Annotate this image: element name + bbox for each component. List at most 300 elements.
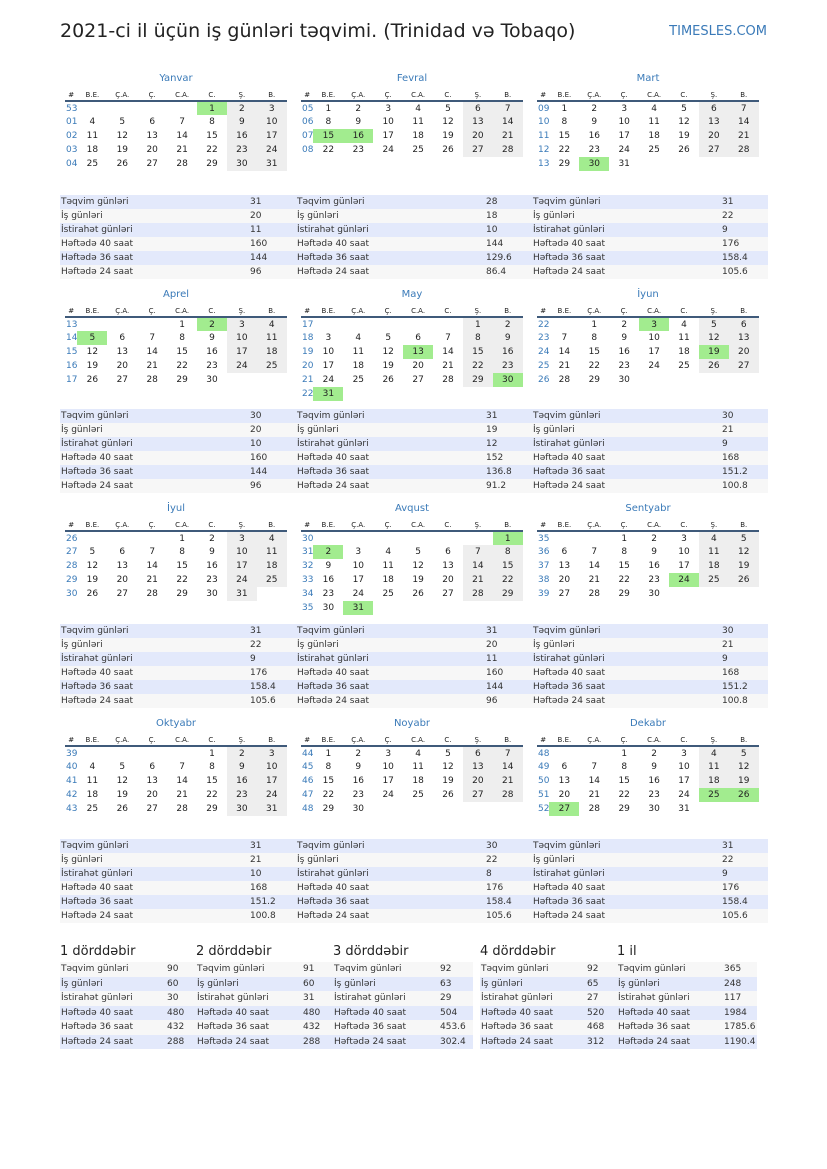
day-cell[interactable]: 30 [648, 804, 660, 814]
day-cell[interactable]: 20 [442, 575, 454, 585]
day-cell[interactable]: 7 [463, 545, 493, 559]
day-cell[interactable]: 27 [549, 802, 579, 816]
day-cell[interactable]: 22 [463, 359, 493, 373]
day-cell[interactable]: 21 [558, 361, 571, 371]
day-cell[interactable]: 12 [86, 347, 99, 357]
day-cell[interactable]: 14 [493, 115, 523, 129]
day-cell[interactable]: 12 [382, 347, 394, 357]
day-cell[interactable]: 4 [89, 117, 96, 127]
day-cell[interactable]: 5 [385, 333, 392, 343]
day-cell[interactable]: 6 [445, 547, 451, 557]
day-cell[interactable]: 5 [119, 117, 126, 127]
day-cell[interactable]: 13 [463, 115, 493, 129]
day-cell[interactable]: 3 [257, 746, 287, 760]
day-cell[interactable]: 30 [227, 802, 257, 816]
day-cell[interactable]: 30 [648, 589, 660, 599]
day-cell[interactable]: 28 [588, 804, 601, 814]
day-cell[interactable]: 9 [493, 331, 523, 345]
day-cell[interactable]: 12 [442, 762, 454, 772]
day-cell[interactable]: 11 [86, 131, 99, 141]
day-cell[interactable]: 30 [352, 804, 365, 814]
day-cell[interactable]: 24 [257, 143, 287, 157]
day-cell[interactable]: 18 [257, 345, 287, 359]
day-cell[interactable]: 21 [146, 575, 158, 585]
day-cell[interactable]: 8 [179, 547, 185, 557]
day-cell[interactable]: 7 [149, 333, 156, 343]
day-cell[interactable]: 24 [678, 790, 690, 800]
day-cell[interactable]: 23 [352, 790, 365, 800]
day-cell[interactable]: 21 [588, 575, 601, 585]
day-cell[interactable]: 2 [651, 533, 657, 544]
day-cell[interactable]: 22 [588, 361, 601, 371]
day-cell[interactable]: 19 [116, 790, 129, 800]
day-cell[interactable]: 22 [206, 790, 218, 800]
day-cell[interactable]: 13 [146, 776, 158, 786]
day-cell[interactable]: 3 [639, 317, 669, 331]
day-cell[interactable]: 6 [561, 762, 568, 772]
day-cell[interactable]: 5 [445, 748, 451, 759]
day-cell[interactable]: 17 [352, 575, 365, 585]
day-cell[interactable]: 8 [561, 117, 568, 127]
day-cell[interactable]: 1 [325, 103, 332, 114]
day-cell[interactable]: 10 [322, 347, 335, 357]
day-cell[interactable]: 24 [257, 788, 287, 802]
day-cell[interactable]: 14 [729, 115, 759, 129]
day-cell[interactable]: 25 [352, 375, 365, 385]
day-cell[interactable]: 8 [325, 762, 332, 772]
day-cell[interactable]: 4 [257, 317, 287, 331]
day-cell[interactable]: 16 [618, 347, 630, 357]
day-cell[interactable]: 28 [463, 587, 493, 601]
day-cell[interactable]: 15 [558, 131, 571, 141]
day-cell[interactable]: 25 [699, 573, 729, 587]
day-cell[interactable]: 1 [493, 531, 523, 545]
day-cell[interactable]: 23 [206, 361, 218, 371]
day-cell[interactable]: 10 [352, 561, 365, 571]
day-cell[interactable]: 8 [621, 762, 628, 772]
day-cell[interactable]: 3 [385, 748, 392, 759]
day-cell[interactable]: 19 [116, 145, 129, 155]
day-cell[interactable]: 2 [621, 319, 628, 330]
day-cell[interactable]: 28 [176, 159, 188, 169]
day-cell[interactable]: 7 [493, 101, 523, 115]
day-cell[interactable]: 18 [352, 361, 365, 371]
day-cell[interactable]: 31 [227, 587, 257, 601]
day-cell[interactable]: 17 [257, 129, 287, 143]
day-cell[interactable]: 6 [463, 746, 493, 760]
day-cell[interactable]: 6 [149, 762, 156, 772]
day-cell[interactable]: 14 [146, 347, 158, 357]
day-cell[interactable]: 4 [699, 531, 729, 545]
day-cell[interactable]: 26 [116, 159, 129, 169]
day-cell[interactable]: 16 [648, 776, 660, 786]
day-cell[interactable]: 20 [463, 129, 493, 143]
day-cell[interactable]: 14 [176, 131, 188, 141]
day-cell[interactable]: 12 [412, 561, 424, 571]
day-cell[interactable]: 28 [146, 589, 158, 599]
day-cell[interactable]: 19 [678, 131, 690, 141]
day-cell[interactable]: 5 [699, 317, 729, 331]
day-cell[interactable]: 29 [176, 375, 188, 385]
day-cell[interactable]: 27 [116, 375, 129, 385]
day-cell[interactable]: 30 [579, 157, 609, 171]
day-cell[interactable]: 3 [227, 531, 257, 545]
day-cell[interactable]: 25 [86, 804, 99, 814]
day-cell[interactable]: 2 [651, 748, 657, 759]
day-cell[interactable]: 15 [588, 347, 601, 357]
day-cell[interactable]: 29 [206, 159, 218, 169]
day-cell[interactable]: 13 [699, 115, 729, 129]
day-cell[interactable]: 8 [209, 762, 215, 772]
day-cell[interactable]: 8 [209, 117, 215, 127]
day-cell[interactable]: 13 [146, 131, 158, 141]
day-cell[interactable]: 27 [699, 143, 729, 157]
day-cell[interactable]: 12 [729, 545, 759, 559]
day-cell[interactable]: 11 [382, 561, 394, 571]
day-cell[interactable]: 1 [197, 101, 227, 115]
day-cell[interactable]: 4 [681, 319, 687, 330]
day-cell[interactable]: 19 [86, 361, 99, 371]
day-cell[interactable]: 12 [699, 331, 729, 345]
day-cell[interactable]: 17 [227, 345, 257, 359]
day-cell[interactable]: 10 [257, 115, 287, 129]
day-cell[interactable]: 25 [412, 790, 424, 800]
day-cell[interactable]: 14 [558, 347, 571, 357]
day-cell[interactable]: 2 [355, 103, 362, 114]
day-cell[interactable]: 20 [146, 790, 158, 800]
day-cell[interactable]: 22 [176, 361, 188, 371]
day-cell[interactable]: 4 [699, 746, 729, 760]
day-cell[interactable]: 25 [699, 788, 729, 802]
day-cell[interactable]: 15 [176, 347, 188, 357]
day-cell[interactable]: 7 [179, 117, 185, 127]
day-cell[interactable]: 9 [227, 115, 257, 129]
day-cell[interactable]: 31 [257, 802, 287, 816]
day-cell[interactable]: 5 [77, 331, 107, 345]
day-cell[interactable]: 6 [149, 117, 156, 127]
day-cell[interactable]: 13 [558, 776, 571, 786]
day-cell[interactable]: 2 [227, 101, 257, 115]
day-cell[interactable]: 12 [729, 760, 759, 774]
day-cell[interactable]: 25 [412, 145, 424, 155]
day-cell[interactable]: 29 [206, 804, 218, 814]
day-cell[interactable]: 6 [463, 101, 493, 115]
day-cell[interactable]: 3 [325, 333, 332, 343]
day-cell[interactable]: 28 [146, 375, 158, 385]
day-cell[interactable]: 8 [591, 333, 598, 343]
day-cell[interactable]: 16 [493, 345, 523, 359]
day-cell[interactable]: 27 [116, 589, 129, 599]
day-cell[interactable]: 31 [313, 387, 343, 401]
day-cell[interactable]: 10 [618, 117, 630, 127]
day-cell[interactable]: 21 [493, 774, 523, 788]
day-cell[interactable]: 24 [382, 145, 394, 155]
day-cell[interactable]: 7 [591, 762, 598, 772]
day-cell[interactable]: 18 [86, 790, 99, 800]
day-cell[interactable]: 24 [227, 573, 257, 587]
day-cell[interactable]: 18 [86, 145, 99, 155]
day-cell[interactable]: 7 [179, 762, 185, 772]
day-cell[interactable]: 22 [206, 145, 218, 155]
day-cell[interactable]: 26 [86, 375, 99, 385]
day-cell[interactable]: 12 [442, 117, 454, 127]
day-cell[interactable]: 23 [648, 575, 660, 585]
day-cell[interactable]: 11 [257, 545, 287, 559]
day-cell[interactable]: 16 [227, 774, 257, 788]
day-cell[interactable]: 5 [445, 103, 451, 114]
day-cell[interactable]: 28 [176, 804, 188, 814]
day-cell[interactable]: 14 [176, 776, 188, 786]
day-cell[interactable]: 8 [493, 545, 523, 559]
day-cell[interactable]: 10 [678, 762, 690, 772]
day-cell[interactable]: 15 [618, 776, 630, 786]
day-cell[interactable]: 12 [678, 117, 690, 127]
day-cell[interactable]: 22 [618, 575, 630, 585]
day-cell[interactable]: 26 [729, 573, 759, 587]
day-cell[interactable]: 29 [176, 589, 188, 599]
day-cell[interactable]: 25 [86, 159, 99, 169]
day-cell[interactable]: 15 [463, 345, 493, 359]
day-cell[interactable]: 9 [651, 762, 657, 772]
day-cell[interactable]: 5 [415, 547, 421, 557]
day-cell[interactable]: 24 [382, 790, 394, 800]
day-cell[interactable]: 2 [355, 748, 362, 759]
day-cell[interactable]: 3 [681, 533, 687, 544]
day-cell[interactable]: 8 [325, 117, 332, 127]
day-cell[interactable]: 30 [227, 157, 257, 171]
day-cell[interactable]: 7 [445, 333, 451, 343]
day-cell[interactable]: 26 [116, 804, 129, 814]
day-cell[interactable]: 18 [382, 575, 394, 585]
day-cell[interactable]: 11 [352, 347, 365, 357]
day-cell[interactable]: 14 [442, 347, 454, 357]
day-cell[interactable]: 9 [355, 762, 362, 772]
day-cell[interactable]: 26 [442, 790, 454, 800]
brand-link[interactable]: TIMESLES.COM [669, 24, 767, 39]
day-cell[interactable]: 3 [621, 103, 628, 114]
day-cell[interactable]: 11 [648, 117, 660, 127]
day-cell[interactable]: 10 [382, 762, 394, 772]
day-cell[interactable]: 11 [86, 776, 99, 786]
day-cell[interactable]: 18 [412, 776, 424, 786]
day-cell[interactable]: 14 [493, 760, 523, 774]
day-cell[interactable]: 7 [149, 547, 156, 557]
day-cell[interactable]: 6 [729, 317, 759, 331]
day-cell[interactable]: 12 [116, 776, 129, 786]
day-cell[interactable]: 7 [729, 101, 759, 115]
day-cell[interactable]: 9 [621, 333, 628, 343]
day-cell[interactable]: 26 [382, 375, 394, 385]
day-cell[interactable]: 29 [558, 159, 571, 169]
day-cell[interactable]: 1 [463, 317, 493, 331]
day-cell[interactable]: 21 [729, 129, 759, 143]
day-cell[interactable]: 20 [412, 361, 424, 371]
day-cell[interactable]: 21 [176, 790, 188, 800]
day-cell[interactable]: 8 [463, 331, 493, 345]
day-cell[interactable]: 24 [322, 375, 335, 385]
day-cell[interactable]: 4 [257, 531, 287, 545]
day-cell[interactable]: 16 [322, 575, 335, 585]
day-cell[interactable]: 30 [618, 375, 630, 385]
day-cell[interactable]: 10 [382, 117, 394, 127]
day-cell[interactable]: 13 [403, 345, 433, 359]
day-cell[interactable]: 28 [442, 375, 454, 385]
day-cell[interactable]: 3 [355, 547, 362, 557]
day-cell[interactable]: 27 [412, 375, 424, 385]
day-cell[interactable]: 15 [206, 131, 218, 141]
day-cell[interactable]: 28 [729, 143, 759, 157]
day-cell[interactable]: 16 [648, 561, 660, 571]
day-cell[interactable]: 3 [227, 317, 257, 331]
day-cell[interactable]: 11 [412, 117, 424, 127]
day-cell[interactable]: 9 [209, 547, 215, 557]
day-cell[interactable]: 31 [257, 157, 287, 171]
day-cell[interactable]: 21 [493, 129, 523, 143]
day-cell[interactable]: 9 [325, 561, 332, 571]
day-cell[interactable]: 17 [382, 131, 394, 141]
day-cell[interactable]: 1 [325, 748, 332, 759]
day-cell[interactable]: 29 [493, 587, 523, 601]
day-cell[interactable]: 26 [86, 589, 99, 599]
day-cell[interactable]: 4 [89, 762, 96, 772]
day-cell[interactable]: 10 [227, 331, 257, 345]
day-cell[interactable]: 2 [591, 103, 598, 114]
day-cell[interactable]: 9 [227, 760, 257, 774]
day-cell[interactable]: 27 [146, 804, 158, 814]
day-cell[interactable]: 30 [322, 603, 335, 613]
day-cell[interactable]: 11 [257, 331, 287, 345]
day-cell[interactable]: 29 [618, 589, 630, 599]
day-cell[interactable]: 14 [588, 561, 601, 571]
day-cell[interactable]: 11 [678, 333, 690, 343]
day-cell[interactable]: 31 [678, 804, 690, 814]
day-cell[interactable]: 3 [681, 748, 687, 759]
day-cell[interactable]: 13 [442, 561, 454, 571]
day-cell[interactable]: 2 [493, 317, 523, 331]
day-cell[interactable]: 11 [412, 762, 424, 772]
day-cell[interactable]: 19 [729, 774, 759, 788]
day-cell[interactable]: 22 [618, 790, 630, 800]
day-cell[interactable]: 24 [227, 359, 257, 373]
day-cell[interactable]: 18 [678, 347, 690, 357]
day-cell[interactable]: 26 [442, 145, 454, 155]
day-cell[interactable]: 12 [116, 131, 129, 141]
day-cell[interactable]: 18 [699, 774, 729, 788]
day-cell[interactable]: 1 [179, 533, 185, 544]
day-cell[interactable]: 3 [385, 103, 392, 114]
day-cell[interactable]: 2 [227, 746, 257, 760]
day-cell[interactable]: 20 [463, 774, 493, 788]
day-cell[interactable]: 24 [648, 361, 660, 371]
day-cell[interactable]: 2 [209, 533, 215, 544]
day-cell[interactable]: 4 [415, 748, 421, 759]
day-cell[interactable]: 6 [415, 333, 421, 343]
day-cell[interactable]: 27 [442, 589, 454, 599]
day-cell[interactable]: 21 [588, 790, 601, 800]
day-cell[interactable]: 10 [257, 760, 287, 774]
day-cell[interactable]: 12 [86, 561, 99, 571]
day-cell[interactable]: 5 [681, 103, 687, 114]
day-cell[interactable]: 14 [463, 559, 493, 573]
day-cell[interactable]: 11 [699, 760, 729, 774]
day-cell[interactable]: 15 [493, 559, 523, 573]
day-cell[interactable]: 24 [352, 589, 365, 599]
day-cell[interactable]: 19 [382, 361, 394, 371]
day-cell[interactable]: 16 [588, 131, 601, 141]
day-cell[interactable]: 15 [206, 776, 218, 786]
day-cell[interactable]: 5 [729, 746, 759, 760]
day-cell[interactable]: 17 [257, 774, 287, 788]
day-cell[interactable]: 21 [176, 145, 188, 155]
day-cell[interactable]: 18 [412, 131, 424, 141]
day-cell[interactable]: 11 [699, 545, 729, 559]
day-cell[interactable]: 6 [119, 547, 126, 557]
day-cell[interactable]: 23 [588, 145, 601, 155]
day-cell[interactable]: 18 [257, 559, 287, 573]
day-cell[interactable]: 10 [678, 547, 690, 557]
day-cell[interactable]: 15 [618, 561, 630, 571]
day-cell[interactable]: 17 [227, 559, 257, 573]
day-cell[interactable]: 22 [322, 145, 335, 155]
day-cell[interactable]: 26 [699, 359, 729, 373]
day-cell[interactable]: 17 [322, 361, 335, 371]
day-cell[interactable]: 31 [343, 601, 373, 615]
day-cell[interactable]: 2 [313, 545, 343, 559]
day-cell[interactable]: 15 [322, 776, 335, 786]
day-cell[interactable]: 27 [463, 143, 493, 157]
day-cell[interactable]: 24 [669, 573, 699, 587]
day-cell[interactable]: 20 [729, 345, 759, 359]
day-cell[interactable]: 2 [197, 317, 227, 331]
day-cell[interactable]: 30 [206, 375, 218, 385]
day-cell[interactable]: 26 [678, 145, 690, 155]
day-cell[interactable]: 3 [257, 101, 287, 115]
day-cell[interactable]: 9 [355, 117, 362, 127]
day-cell[interactable]: 23 [648, 790, 660, 800]
day-cell[interactable]: 10 [227, 545, 257, 559]
day-cell[interactable]: 8 [179, 333, 185, 343]
day-cell[interactable]: 20 [116, 361, 129, 371]
day-cell[interactable]: 22 [558, 145, 571, 155]
day-cell[interactable]: 6 [119, 333, 126, 343]
day-cell[interactable]: 23 [227, 788, 257, 802]
day-cell[interactable]: 5 [119, 762, 126, 772]
day-cell[interactable]: 20 [558, 575, 571, 585]
day-cell[interactable]: 23 [352, 145, 365, 155]
day-cell[interactable]: 29 [618, 804, 630, 814]
day-cell[interactable]: 1 [561, 103, 568, 114]
day-cell[interactable]: 6 [699, 101, 729, 115]
day-cell[interactable]: 1 [621, 748, 628, 759]
day-cell[interactable]: 1 [591, 319, 598, 330]
day-cell[interactable]: 10 [648, 333, 660, 343]
day-cell[interactable]: 21 [463, 573, 493, 587]
day-cell[interactable]: 21 [146, 361, 158, 371]
day-cell[interactable]: 13 [729, 331, 759, 345]
day-cell[interactable]: 9 [651, 547, 657, 557]
day-cell[interactable]: 27 [146, 159, 158, 169]
day-cell[interactable]: 25 [678, 361, 690, 371]
day-cell[interactable]: 17 [678, 776, 690, 786]
day-cell[interactable]: 17 [648, 347, 660, 357]
day-cell[interactable]: 13 [558, 561, 571, 571]
day-cell[interactable]: 19 [442, 131, 454, 141]
day-cell[interactable]: 15 [313, 129, 343, 143]
day-cell[interactable]: 22 [493, 573, 523, 587]
day-cell[interactable]: 27 [463, 788, 493, 802]
day-cell[interactable]: 4 [651, 103, 657, 114]
day-cell[interactable]: 18 [699, 559, 729, 573]
